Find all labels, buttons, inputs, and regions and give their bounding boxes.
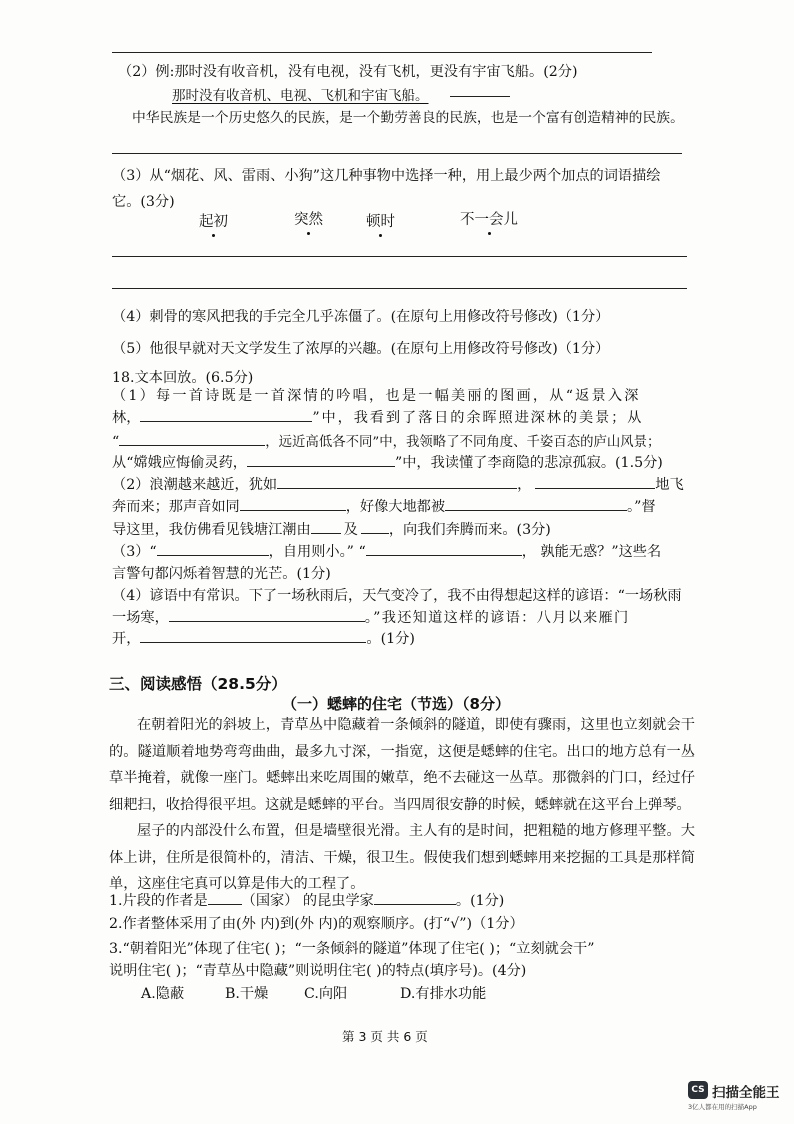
q18-p4-line1: （4）谚语中有常识。下了一场秋雨后，天气变冷了，我不由得想起这样的谚语：“一场秋雨 [112, 588, 682, 604]
answer-line [112, 52, 652, 53]
q18-p4-line2: 一场寒， 。”我还知道这样的谚语：八月以来雁门 [112, 607, 630, 627]
blank[interactable] [247, 452, 395, 467]
option-d: D.有排水功能 [400, 986, 487, 1002]
q18-p4-line3: 开， 。(1分) [112, 628, 415, 648]
q3-prompt-line1: （3）从“烟花、风、雷雨、小狗”这几种事物中选择一种，用上最少两个加点的词语描绘 [112, 168, 661, 184]
dotted-word: 突然 [294, 208, 323, 229]
q18-p3-line1: （3）“ ，自用则小。” “ ， 孰能无惑？”这些名 [112, 541, 661, 561]
q18-p1-line3: “ ，远近高低各不同”中，我领略了不同角度、千姿百态的庐山风景； [112, 431, 660, 450]
camscanner-logo-icon: CS [688, 1081, 708, 1099]
dotted-word: 起初 [199, 210, 228, 231]
q2-sentence: 中华民族是一个历史悠久的民族，是一个勤劳善良的民族，也是一个富有创造精神的民族。 [132, 110, 684, 126]
q18-p2-line3: 导这里，我仿佛看见钱塘江潮由 及 ，向我们奔腾而来。(3分) [112, 519, 551, 539]
blank[interactable] [240, 496, 346, 511]
q18-p1-line1: （1）每一首诗既是一首深情的吟唱，也是一幅美丽的图画，从“返景入深 [112, 388, 641, 404]
blank[interactable] [374, 890, 456, 905]
q3-word-bank [199, 210, 228, 231]
blank[interactable] [535, 474, 655, 489]
blank[interactable] [445, 496, 627, 511]
watermark-name: 扫描全能王 [712, 1085, 780, 1101]
passage-paragraph-2: 屋子的内部没什么布置，但是墙壁很光滑。主人有的是时间，把粗糙的地方修理平整。大体上讲，住所是很简朴的，清洁、干燥，很卫生。假使我们想到蟋蟀用来挖掘的工具是那样简单，这座住宅真可以算是伟大的工程了。 [109, 823, 695, 892]
q18-title: 18.文本回放。(6.5分) [112, 370, 254, 386]
blank[interactable] [311, 519, 341, 534]
blank[interactable] [140, 628, 366, 643]
page-number: 第 3 页 共 6 页 [342, 1029, 428, 1044]
blank[interactable] [169, 607, 365, 622]
section-heading: 三、阅读感悟（28.5分） [109, 675, 287, 693]
q5-text: （5）他很早就对天文学发生了浓厚的兴趣。(在原句上用修改符号修改)（1分） [112, 341, 610, 357]
q2-example: （2）例:那时没有收音机，没有电视，没有飞机，更没有宇宙飞船。(2分) [118, 64, 578, 80]
blank[interactable] [361, 519, 389, 534]
answer-line [112, 256, 687, 257]
q18-p1-line2: 林， ”中，我看到了落日的余晖照进深林的美景；从 [112, 407, 643, 427]
answer-line [112, 153, 682, 154]
q4-text: （4）刺骨的寒风把我的手完全几乎冻僵了。(在原句上用修改符号修改)（1分） [112, 309, 610, 325]
q18-p2-line1: （2）浪潮越来越近，犹如 ， 地飞 [112, 474, 684, 494]
option-b: B.干燥 [225, 986, 269, 1002]
blank[interactable] [119, 431, 265, 446]
blank[interactable] [140, 407, 312, 422]
blank[interactable] [157, 541, 269, 556]
answer-line [450, 96, 510, 97]
reading-q3-line1: 3.“朝着阳光”体现了住宅( )；“一条倾斜的隧道”体现了住宅( )；“立刻就会干” [109, 941, 595, 957]
option-a: A.隐蔽 [141, 986, 185, 1002]
passage-paragraph-1: 在朝着阳光的斜坡上，青草丛中隐藏着一条倾斜的隧道，即使有骤雨，这里也立刻就会干的。隧道顺着地势弯弯曲曲，最多九寸深，一指宽，这便是蟋蟀的住宅。出口的地方总有一丛草半掩着，就像一座门。蟋蟀出来吃周围的嫩草，绝不去碰这一丛草。那微斜的门口，经过仔细耙扫，收拾得很平坦。这就是蟋蟀的平台。当四周很安静的时候，蟋蟀就在这平台上弹琴。 [109, 717, 695, 813]
dotted-word: 顿时 [366, 210, 395, 231]
reading-q1: 1.片段的作者是 （国家） 的昆虫学家 。(1分) [109, 890, 504, 910]
reading-q2: 2.作者整体采用了由(外 内)到(外 内)的观察顺序。(打“√”)（1分） [109, 916, 524, 932]
q18-p3-line2: 言警句都闪烁着智慧的光芒。(1分) [112, 566, 331, 582]
q18-p2-line2: 奔而来；那声音如同 ，好像大地都被 。”督 [112, 496, 656, 516]
reading-q3-line2: 说明住宅( )；“青草丛中隐藏”则说明住宅( )的特点(填序号)。(4分) [109, 963, 527, 979]
q3-prompt-line2: 它。(3分) [112, 194, 175, 210]
q18-p1-line4: 从“嫦娥应悔偷灵药， ”中，我读懂了李商隐的悲凉孤寂。(1.5分) [112, 452, 663, 472]
option-c: C.向阳 [304, 986, 348, 1002]
blank[interactable] [366, 541, 522, 556]
blank[interactable] [277, 474, 517, 489]
dotted-word: 不一会儿 [460, 208, 518, 229]
passage-title: （一）蟋蟀的住宅（节选）（8分） [282, 695, 510, 713]
watermark-tagline: 3亿人都在用的扫描App [688, 1103, 757, 1111]
answer-line [112, 288, 687, 289]
blank[interactable] [208, 890, 242, 905]
q2-handwritten-answer: 那时没有收音机、电视、飞机和宇宙飞船。 [172, 88, 429, 104]
